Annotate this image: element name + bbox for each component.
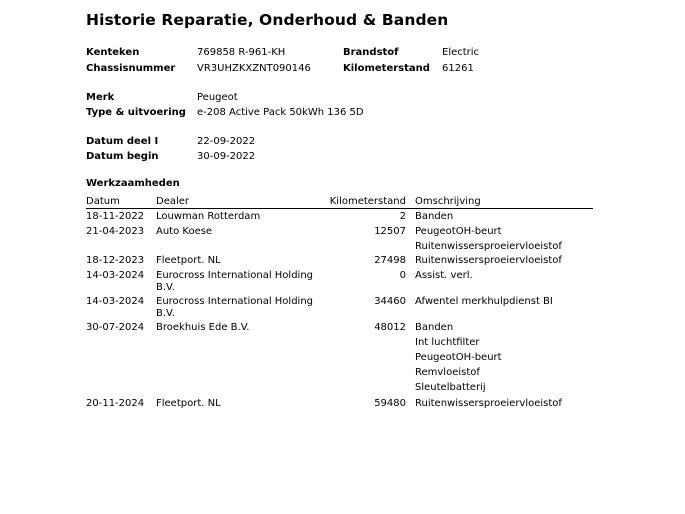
row-omschrijving: Sleutelbatterij [415, 382, 486, 393]
row-omschrijving: Assist. verl. [415, 270, 473, 281]
row-kilometerstand: 34460 [374, 296, 406, 307]
row-kilometerstand: 12507 [374, 226, 406, 237]
kilometerstand-value: 61261 [442, 63, 474, 74]
header-divider [86, 208, 593, 209]
datum-begin-label: Datum begin [86, 151, 159, 162]
col-header-dealer: Dealer [156, 196, 190, 207]
row-omschrijving: Ruitenwissersproeiervloeistof [415, 255, 562, 266]
werkzaamheden-heading: Werkzaamheden [86, 178, 180, 189]
row-omschrijving: Ruitenwissersproeiervloeistof [415, 398, 562, 409]
row-dealer: Eurocross International Holding B.V. [156, 270, 314, 293]
row-date: 21-04-2023 [86, 226, 145, 237]
chassis-label: Chassisnummer [86, 63, 176, 74]
row-date: 30-07-2024 [86, 322, 145, 333]
row-omschrijving: Remvloeistof [415, 367, 480, 378]
row-dealer: Louwman Rotterdam [156, 211, 261, 222]
row-dealer: Fleetport. NL [156, 398, 221, 409]
type-label: Type & uitvoering [86, 107, 186, 118]
row-omschrijving: Afwentel merkhulpdienst BI [415, 296, 553, 307]
row-omschrijving: Banden [415, 322, 454, 333]
row-dealer: Broekhuis Ede B.V. [156, 322, 250, 333]
col-header-date: Datum [86, 196, 120, 207]
brandstof-label: Brandstof [343, 47, 399, 58]
row-kilometerstand: 2 [399, 211, 406, 222]
merk-value: Peugeot [197, 92, 238, 103]
row-omschrijving: PeugeotOH-beurt [415, 226, 502, 237]
row-kilometerstand: 59480 [374, 398, 406, 409]
merk-label: Merk [86, 92, 115, 103]
row-kilometerstand: 48012 [374, 322, 406, 333]
kenteken-label: Kenteken [86, 47, 140, 58]
type-value: e-208 Active Pack 50kWh 136 5D [197, 107, 364, 118]
row-date: 14-03-2024 [86, 270, 145, 281]
row-kilometerstand: 0 [399, 270, 406, 281]
row-date: 18-11-2022 [86, 211, 145, 222]
row-date: 20-11-2024 [86, 398, 145, 409]
datum-begin-value: 30-09-2022 [197, 151, 256, 162]
row-dealer: Fleetport. NL [156, 255, 221, 266]
datum-deel-value: 22-09-2022 [197, 136, 256, 147]
page-title: Historie Reparatie, Onderhoud & Banden [86, 11, 449, 29]
kilometerstand-label: Kilometerstand [343, 63, 430, 74]
chassis-value: VR3UHZKXZNT090146 [197, 63, 311, 74]
brandstof-value: Electric [442, 47, 480, 58]
row-dealer: Eurocross International Holding B.V. [156, 296, 314, 319]
row-kilometerstand: 27498 [374, 255, 406, 266]
row-omschrijving: Int luchtfilter [415, 337, 480, 348]
row-omschrijving: PeugeotOH-beurt [415, 352, 502, 363]
row-omschrijving: Ruitenwissersproeiervloeistof [415, 241, 562, 252]
row-dealer: Auto Koese [156, 226, 213, 237]
kenteken-value: 769858 R-961-KH [197, 47, 286, 58]
row-date: 14-03-2024 [86, 296, 145, 307]
datum-deel-label: Datum deel I [86, 136, 159, 147]
col-header-km: Kilometerstand [329, 196, 406, 207]
row-date: 18-12-2023 [86, 255, 145, 266]
col-header-desc: Omschrijving [415, 196, 481, 207]
row-omschrijving: Banden [415, 211, 454, 222]
